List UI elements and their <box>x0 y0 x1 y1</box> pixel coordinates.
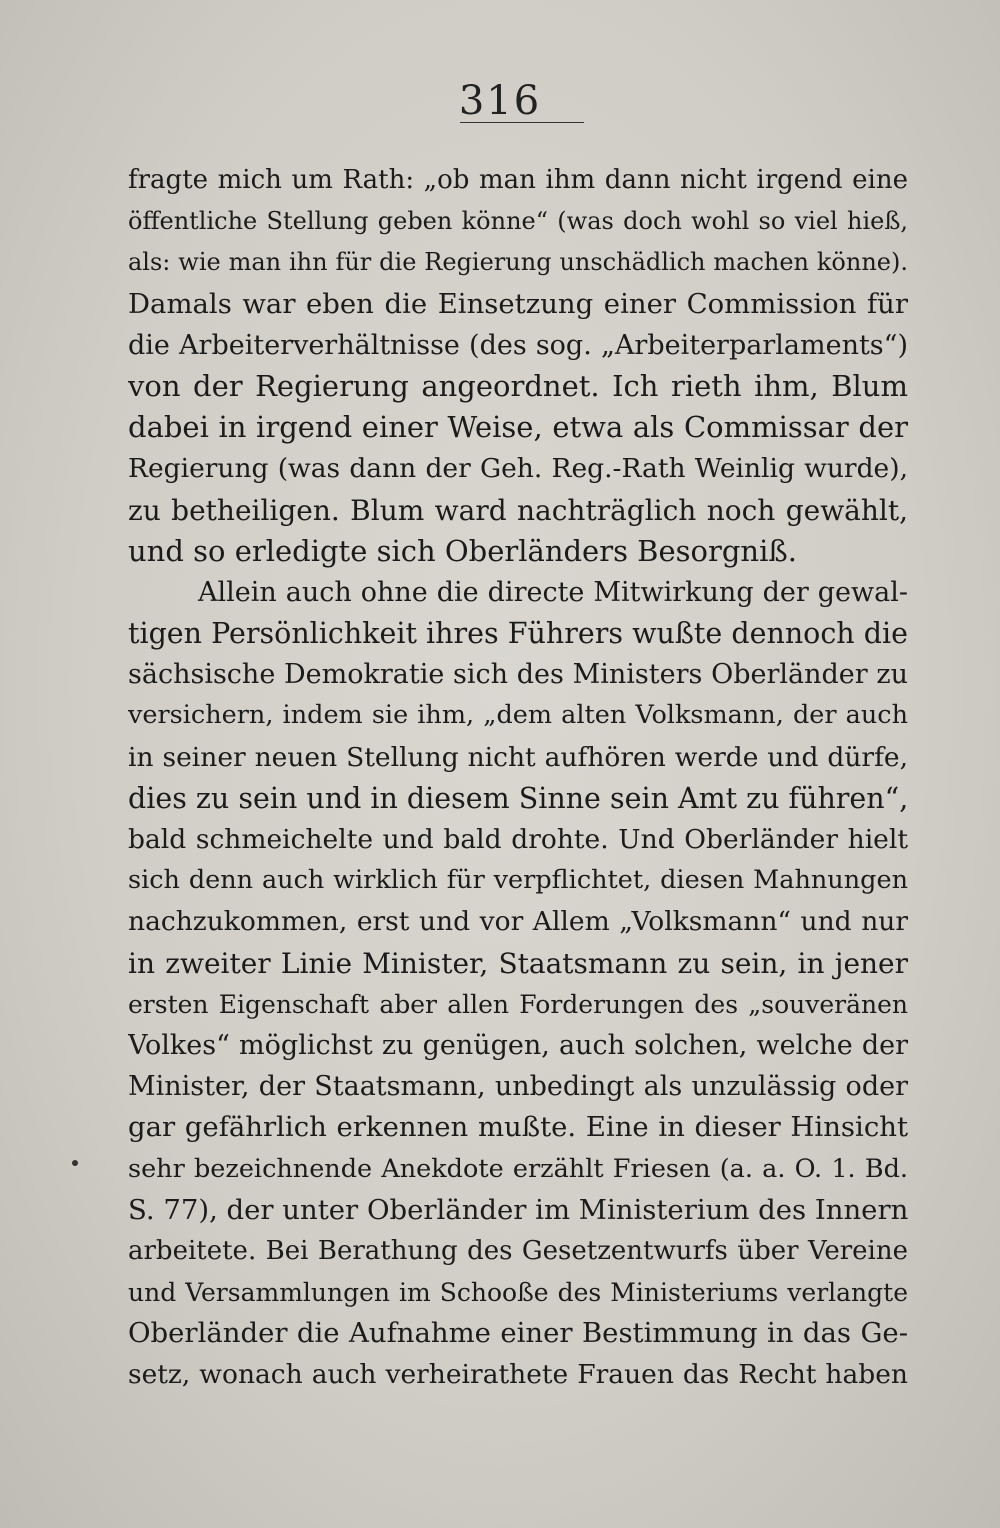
text-line: fragte mich um Rath: „ob man ihm dann nicht irgend eine <box>128 165 908 195</box>
text-line: Regierung (was dann der Geh. Reg.-Rath Weinlig wurde), <box>128 453 908 485</box>
text-line: sehr bezeichnende Anekdote erzählt Friesen (a. a. O. 1. Bd. <box>128 1153 908 1184</box>
text-line: sächsische Demokratie sich des Ministers Oberländer zu <box>128 659 908 691</box>
text-line: in zweiter Linie Minister, Staatsmann zu sein, in jener <box>128 946 908 980</box>
text-line: Volkes“ möglichst zu genügen, auch solchen, welche der <box>128 1029 908 1061</box>
text-line-paragraph-start: Allein auch ohne die directe Mitwirkung der gewal- <box>198 576 908 608</box>
text-line: dabei in irgend einer Weise, etwa als Commissar der <box>128 410 908 445</box>
text-line: ersten Eigenschaft aber allen Forderungen des „souveränen <box>128 989 908 1019</box>
text-line: und Versammlungen im Schooße des Ministeriums verlangte <box>128 1278 908 1308</box>
text-line: arbeitete. Bei Berathung des Gesetzentwurfs über Vereine <box>128 1235 908 1266</box>
text-line: und so erledigte sich Oberländers Besorgniß. <box>128 533 797 568</box>
text-line: Oberländer die Aufnahme einer Bestimmung in das Ge- <box>128 1317 908 1350</box>
text-line: setz, wonach auch verheirathete Frauen das Recht haben <box>128 1359 908 1391</box>
text-line: nachzukommen, erst und vor Allem „Volksmann“ und nur <box>128 906 908 938</box>
text-line: als: wie man ihn für die Regierung unschädlich machen könne). <box>128 248 908 277</box>
text-line: tigen Persönlichkeit ihres Führers wußte dennoch die <box>128 617 908 651</box>
text-line: in seiner neuen Stellung nicht aufhören werde und dürfe, <box>128 741 908 773</box>
text-line: Damals war eben die Einsetzung einer Commission für <box>128 287 908 320</box>
text-line: gar gefährlich erkennen mußte. Eine in dieser Hinsicht <box>128 1111 908 1144</box>
text-line: dies zu sein und in diesem Sinne sein Amt zu führen“, <box>128 781 908 815</box>
page-number-rule <box>460 122 584 123</box>
body-text <box>128 160 908 1396</box>
margin-mark <box>72 1160 78 1166</box>
text-line: von der Regierung angeordnet. Ich rieth ihm, Blum <box>128 368 908 403</box>
text-line: zu betheiligen. Blum ward nachträglich noch gewählt, <box>128 493 908 527</box>
text-line: bald schmeichelte und bald drohte. Und Oberländer hielt <box>128 824 908 855</box>
text-line: die Arbeiterverhältnisse (des sog. „Arbeiterparlaments“) <box>128 329 908 361</box>
page-number: 316 <box>458 78 542 124</box>
text-line: öffentliche Stellung geben könne“ (was doch wohl so viel hieß, <box>128 207 908 236</box>
text-line: S. 77), der unter Oberländer im Ministerium des Innern <box>128 1193 908 1226</box>
text-line: versichern, indem sie ihm, „dem alten Volksmann, der auch <box>128 700 908 731</box>
text-line: sich denn auch wirklich für verpflichtet, diesen Mahnungen <box>128 865 908 896</box>
text-line: Minister, der Staatsmann, unbedingt als unzulässig oder <box>128 1071 908 1103</box>
